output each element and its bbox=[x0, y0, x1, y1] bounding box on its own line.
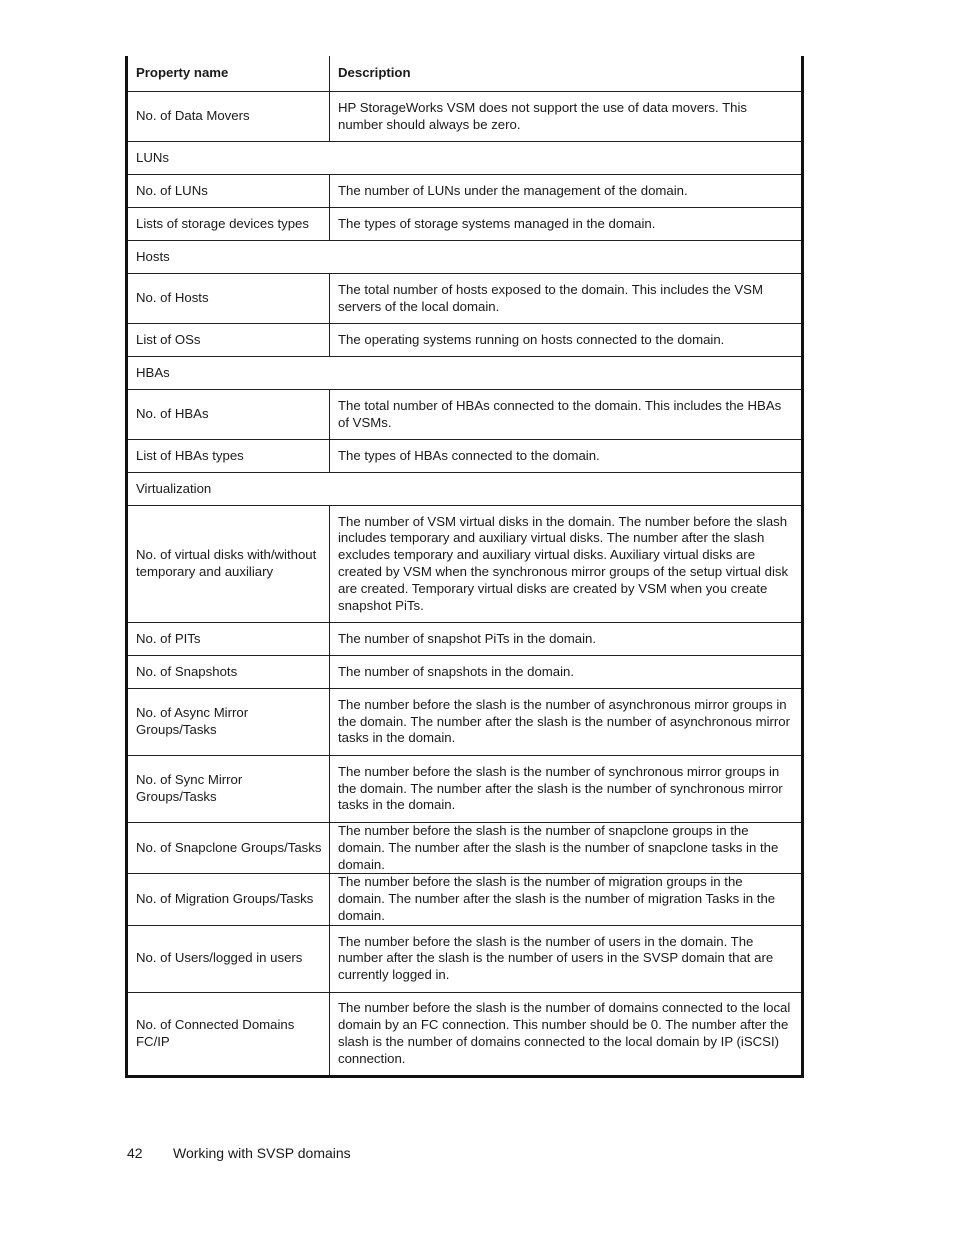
page-number: 42 bbox=[127, 1145, 143, 1161]
header-property-name: Property name bbox=[127, 56, 330, 92]
table-row bbox=[127, 823, 803, 874]
description-cell: The types of storage systems managed in the domain. bbox=[330, 208, 803, 241]
property-name-cell: No. of Data Movers bbox=[127, 92, 330, 142]
section-row bbox=[127, 142, 803, 175]
table-row bbox=[127, 756, 803, 823]
table-header-row bbox=[127, 56, 803, 92]
description-cell: The types of HBAs connected to the domain. bbox=[330, 440, 803, 473]
description-cell: The number of snapshots in the domain. bbox=[330, 656, 803, 689]
property-name-cell: List of OSs bbox=[127, 324, 330, 357]
page-footer bbox=[127, 1145, 351, 1161]
header-description: Description bbox=[330, 56, 803, 92]
section-label: Virtualization bbox=[127, 473, 803, 506]
table-row bbox=[127, 92, 803, 142]
description-cell: The total number of hosts exposed to the domain. This includes the VSM servers of the local domain. bbox=[330, 274, 803, 324]
section-label: LUNs bbox=[127, 142, 803, 175]
table-row bbox=[127, 324, 803, 357]
table-row bbox=[127, 874, 803, 925]
property-name-cell: No. of HBAs bbox=[127, 390, 330, 440]
property-name-cell: No. of Migration Groups/Tasks bbox=[127, 874, 330, 925]
table-row bbox=[127, 506, 803, 623]
section-label: HBAs bbox=[127, 357, 803, 390]
footer-section-title: Working with SVSP domains bbox=[173, 1145, 351, 1161]
property-name-cell: No. of LUNs bbox=[127, 175, 330, 208]
table-row bbox=[127, 208, 803, 241]
description-cell: The number of VSM virtual disks in the domain. The number before the slash includes temporary and auxiliary virtual disks. The number after the slash excludes temporary and auxiliary virtual disks. Auxiliary virtual disks are created by VSM when the synchronous mirror groups of the setup virtual disk are created. Temporary virtual disks are created by VSM when you create snapshot PiTs. bbox=[330, 506, 803, 623]
description-cell: The number before the slash is the number of migration groups in the domain. The number after the slash is the number of migration Tasks in the domain. bbox=[330, 874, 803, 925]
description-cell: The total number of HBAs connected to the domain. This includes the HBAs of VSMs. bbox=[330, 390, 803, 440]
property-name-cell: No. of Users/logged in users bbox=[127, 925, 330, 992]
property-table bbox=[125, 56, 804, 1078]
property-name-cell: No. of Hosts bbox=[127, 274, 330, 324]
section-row bbox=[127, 241, 803, 274]
property-name-cell: No. of Async Mirror Groups/Tasks bbox=[127, 689, 330, 756]
table-row bbox=[127, 440, 803, 473]
description-cell: The number before the slash is the number of asynchronous mirror groups in the domain. The number after the slash is the number of asynchronous mirror tasks in the domain. bbox=[330, 689, 803, 756]
description-cell: The number before the slash is the number of users in the domain. The number after the slash is the number of users in the SVSP domain that are currently logged in. bbox=[330, 925, 803, 992]
table-row bbox=[127, 274, 803, 324]
table-row bbox=[127, 925, 803, 992]
section-label: Hosts bbox=[127, 241, 803, 274]
description-cell: The number of LUNs under the management of the domain. bbox=[330, 175, 803, 208]
property-name-cell: No. of Snapshots bbox=[127, 656, 330, 689]
property-name-cell: Lists of storage devices types bbox=[127, 208, 330, 241]
property-name-cell: List of HBAs types bbox=[127, 440, 330, 473]
property-name-cell: No. of Snapclone Groups/Tasks bbox=[127, 823, 330, 874]
description-cell: The number before the slash is the number of synchronous mirror groups in the domain. The number after the slash is the number of synchronous mirror tasks in the domain. bbox=[330, 756, 803, 823]
property-name-cell: No. of Sync Mirror Groups/Tasks bbox=[127, 756, 330, 823]
description-cell: HP StorageWorks VSM does not support the use of data movers. This number should always be zero. bbox=[330, 92, 803, 142]
table-row bbox=[127, 656, 803, 689]
table-row bbox=[127, 689, 803, 756]
description-cell: The operating systems running on hosts connected to the domain. bbox=[330, 324, 803, 357]
section-row bbox=[127, 473, 803, 506]
table-row bbox=[127, 623, 803, 656]
table-row bbox=[127, 175, 803, 208]
description-cell: The number before the slash is the number of snapclone groups in the domain. The number after the slash is the number of snapclone tasks in the domain. bbox=[330, 823, 803, 874]
section-row bbox=[127, 357, 803, 390]
property-name-cell: No. of virtual disks with/without temporary and auxiliary bbox=[127, 506, 330, 623]
table-row bbox=[127, 992, 803, 1076]
description-cell: The number before the slash is the number of domains connected to the local domain by an FC connection. This number should be 0. The number after the slash is the number of domains connected to the local domain by IP (iSCSI) connection. bbox=[330, 992, 803, 1076]
description-cell: The number of snapshot PiTs in the domain. bbox=[330, 623, 803, 656]
table-body bbox=[127, 92, 803, 1077]
property-name-cell: No. of Connected Domains FC/IP bbox=[127, 992, 330, 1076]
table-row bbox=[127, 390, 803, 440]
property-name-cell: No. of PITs bbox=[127, 623, 330, 656]
